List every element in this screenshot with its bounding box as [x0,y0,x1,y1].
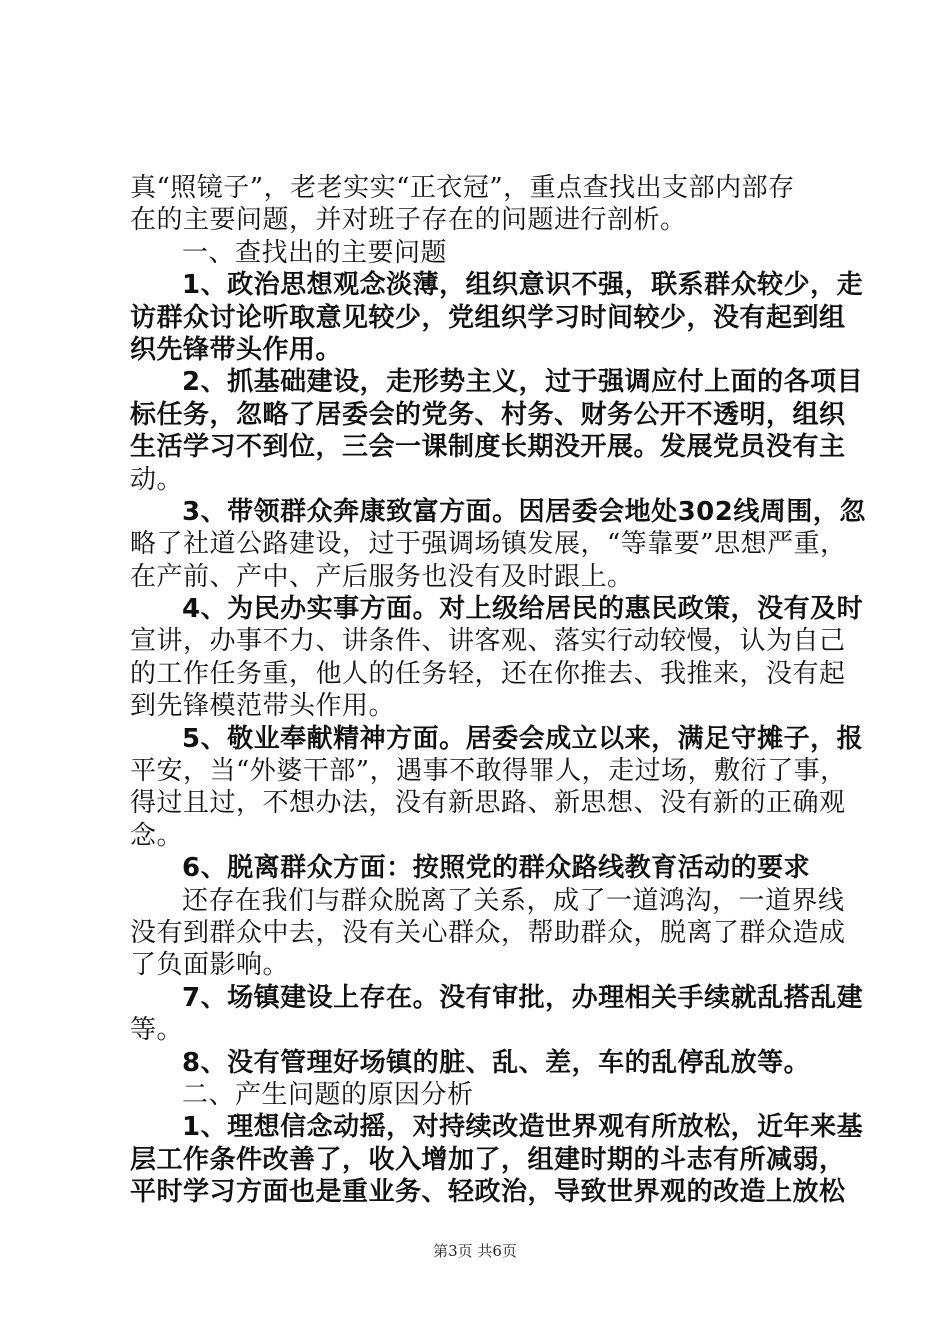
text-line: 在的主要问题，并对班子存在的问题进行剖析。 [130,205,687,236]
text-line: 标任务，忽略了居委会的党务、村务、财务公开不透明，组织 [130,399,846,430]
text-line: 到先锋模范带头作用。 [130,691,396,722]
text-line: 略了社道公路建设，过于强调场镇发展，“等靠要”思想严重， [130,529,847,560]
text-line: 了负面影响。 [130,950,290,981]
text-line: 1、理想信念动摇，对持续改造世界观有所放松，近年来基 [182,1112,864,1143]
text-line: 在产前、产中、产后服务也没有及时跟上。 [130,561,634,592]
text-line: 真“照镜子”，老老实实“正衣冠”，重点查找出支部内部存 [130,173,795,203]
text-line: 动。 [130,464,184,495]
text-line: 层工作条件改善了，收入增加了，组建时期的斗志有所减弱， [130,1144,846,1175]
text-line: 3、带领群众奔康致富方面。因居委会地处302线周围，忽 [182,496,866,527]
text-line: 平安，当“外婆干部”，遇事不敢得罪人，走过场，敷衍了事， [130,756,847,787]
text-line: 4、为民办实事方面。对上级给居民的惠民政策，没有及时 [182,594,864,625]
text-line: 得过且过，不想办法，没有新思路、新思想、没有新的正确观 [130,788,846,819]
text-line: 的工作任务重，他人的任务轻，还在你推去、我推来，没有起 [130,658,846,689]
text-line: 7、场镇建设上存在。没有审批，办理相关手续就乱搭乱建 [182,982,864,1013]
text-line: 2、抓基础建设，走形势主义，过于强调应付上面的各项目 [182,367,864,398]
page-footer: 第3页 共6页 [433,1242,517,1260]
text-line: 一、查找出的主要问题 [182,237,448,268]
text-line: 访群众讨论听取意见较少，党组织学习时间较少，没有起到组 [130,302,846,333]
document-body [130,172,866,1209]
text-line: 念。 [130,820,184,851]
text-line: 二、产生问题的原因分析 [182,1079,474,1110]
text-line: 织先锋带头作用。 [130,334,343,365]
text-line: 平时学习方面也是重业务、轻政治，导致世界观的改造上放松 [130,1177,846,1208]
text-line: 5、敬业奉献精神方面。居委会成立以来，满足守摊子，报 [182,723,864,754]
text-line: 1、政治思想观念淡薄，组织意识不强，联系群众较少，走 [182,270,864,301]
text-line: 还存在我们与群众脱离了关系，成了一道鸿沟，一道界线 [182,885,845,916]
text-line: 生活学习不到位，三会一课制度长期没开展。发展党员没有主 [130,432,846,463]
text-line: 宣讲，办事不力、讲条件、讲客观、落实行动较慢，认为自己 [130,626,846,657]
text-line: 等。 [130,1015,184,1046]
text-line: 6、脱离群众方面：按照党的群众路线教育活动的要求 [182,853,811,884]
text-line: 8、没有管理好场镇的脏、乱、差，车的乱停乱放等。 [182,1047,811,1078]
text-line: 没有到群众中去，没有关心群众，帮助群众，脱离了群众造成 [130,917,846,948]
